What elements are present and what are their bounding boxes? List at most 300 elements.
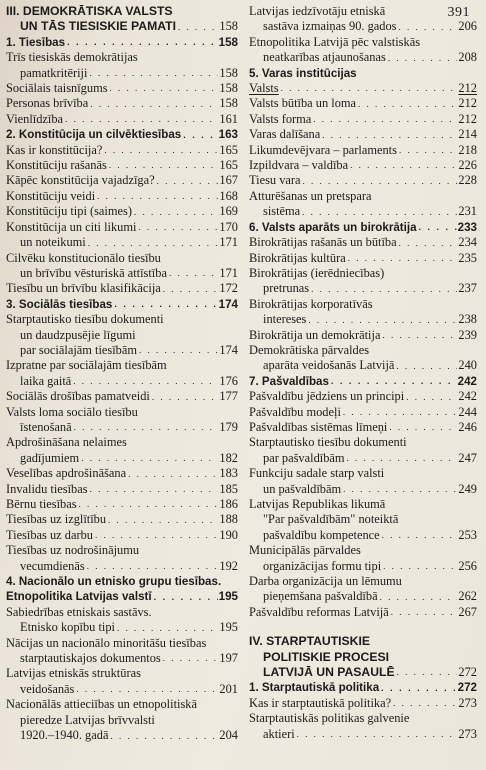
toc-entry-title: Izpildvara – valdība bbox=[249, 158, 349, 173]
toc-entry-page: 168 bbox=[219, 188, 238, 203]
toc-entry-page: 158 bbox=[219, 65, 238, 80]
toc-entry-title: Sabiedrības etniskais sastāvs. bbox=[6, 604, 152, 619]
toc-entry-page: 212 bbox=[458, 111, 477, 126]
dot-leader bbox=[108, 516, 218, 525]
toc-entry bbox=[249, 143, 477, 158]
toc-entry-title: Atturēšanas un pretspara bbox=[249, 188, 372, 203]
toc-entry-page: 176 bbox=[219, 373, 238, 388]
dot-leader bbox=[331, 377, 457, 386]
toc-entry bbox=[249, 574, 477, 589]
toc-entry bbox=[249, 543, 477, 558]
toc-entry-title: Trīs tiesiskās demokrātijas bbox=[6, 50, 138, 65]
toc-entry-title: Latvijas etniskās struktūras bbox=[6, 666, 141, 681]
toc-entry-page: 174 bbox=[219, 342, 238, 357]
toc-entry-title: veidošanās bbox=[20, 681, 75, 696]
toc-entry bbox=[6, 328, 238, 343]
toc-entry-page: 201 bbox=[219, 681, 238, 696]
toc-entry-page: 163 bbox=[218, 128, 238, 142]
toc-entry-title: vecumdienās bbox=[20, 558, 85, 573]
toc-entry-page: 204 bbox=[219, 728, 238, 743]
toc-entry-title: Tiesības uz izglītību bbox=[6, 512, 107, 527]
toc-entry bbox=[6, 358, 238, 373]
toc-entry bbox=[249, 266, 477, 281]
part4-title-line1: IV. STARPTAUTISKIE bbox=[249, 634, 370, 649]
dot-leader bbox=[163, 285, 219, 294]
toc-entry-page: 242 bbox=[458, 389, 477, 404]
toc-entry bbox=[249, 389, 477, 404]
toc-entry bbox=[249, 50, 477, 65]
toc-entry-page: 240 bbox=[458, 358, 477, 373]
toc-entry bbox=[6, 266, 238, 281]
toc-entry-page: 214 bbox=[458, 127, 477, 142]
dot-leader bbox=[347, 454, 458, 463]
toc-entry bbox=[6, 220, 238, 235]
toc-entry-page: 262 bbox=[458, 589, 477, 604]
toc-entry bbox=[249, 559, 477, 574]
toc-entry bbox=[249, 312, 477, 327]
toc-entry-title: pretrunas bbox=[263, 281, 310, 296]
toc-entry-title: Birokrātija un demokrātija bbox=[249, 327, 381, 342]
toc-entry-page: 195 bbox=[218, 590, 238, 604]
toc-entry bbox=[6, 66, 238, 81]
toc-entry bbox=[6, 559, 238, 574]
toc-entry bbox=[6, 605, 238, 620]
toc-entry bbox=[249, 173, 477, 188]
toc-entry-title: Etnopolitika Latvijā pēc valstiskās bbox=[249, 34, 421, 49]
toc-entry-page: 161 bbox=[219, 111, 238, 126]
toc-entry-page: 177 bbox=[219, 389, 238, 404]
toc-entry-title: Funkciju sadale starp valsti bbox=[249, 466, 385, 481]
dot-leader bbox=[88, 239, 219, 248]
toc-entry-title: 4. Nacionālo un etnisko grupu tiesības. bbox=[6, 575, 222, 589]
toc-entry-title: Likumdevējvara – parlaments bbox=[249, 142, 397, 157]
dot-leader bbox=[73, 377, 218, 386]
toc-entry-title: 1. Starptautiskā politika bbox=[249, 681, 380, 695]
toc-entry bbox=[6, 343, 238, 358]
dot-leader bbox=[109, 161, 219, 170]
toc-entry bbox=[249, 358, 477, 373]
toc-entry bbox=[249, 343, 477, 358]
toc-entry-page: 272 bbox=[457, 681, 477, 695]
toc-entry-title: "Par pašvaldībām" noteiktā bbox=[263, 512, 399, 527]
toc-entry bbox=[249, 204, 477, 219]
toc-entry bbox=[249, 512, 477, 527]
toc-entry bbox=[249, 589, 477, 604]
toc-entry-page: 247 bbox=[458, 450, 477, 465]
dot-leader bbox=[383, 562, 457, 571]
toc-entry-title: Personas brīvība bbox=[6, 96, 89, 111]
toc-entry bbox=[249, 466, 477, 481]
toc-entry bbox=[6, 235, 238, 250]
toc-entry-title: Birokrātijas kultūra bbox=[249, 250, 346, 265]
toc-entry bbox=[6, 127, 238, 142]
toc-entry-page: 158 bbox=[218, 35, 238, 49]
toc-entry-title: 1. Tiesības bbox=[6, 35, 66, 49]
toc-entry-title: Cilvēku konstitucionālo tiesību bbox=[6, 250, 161, 265]
toc-entry-title: Sociālais taisnīgums bbox=[6, 81, 108, 96]
dot-leader bbox=[110, 732, 218, 741]
toc-entry bbox=[6, 204, 238, 219]
toc-entry-page: 171 bbox=[219, 235, 238, 250]
dot-leader bbox=[97, 192, 218, 201]
dot-leader bbox=[406, 393, 457, 402]
toc-entry bbox=[6, 497, 238, 512]
dot-leader bbox=[388, 54, 458, 63]
dot-leader bbox=[382, 531, 458, 540]
toc-entry-title: pieņemšana pašvaldībā bbox=[263, 589, 378, 604]
toc-entry bbox=[249, 528, 477, 543]
dot-leader bbox=[302, 208, 457, 217]
toc-entry-title: 2. Konstitūcija un cilvēktiesības bbox=[6, 128, 182, 142]
dot-leader bbox=[79, 500, 219, 509]
toc-entry bbox=[249, 220, 477, 235]
toc-entry-title: Birokrātijas korporatīvās bbox=[249, 296, 373, 311]
toc-entry-page: 253 bbox=[458, 527, 477, 542]
toc-entry-title: Latvijas Republikas likumā bbox=[249, 497, 386, 511]
dot-leader bbox=[399, 146, 457, 155]
toc-entry-page: 183 bbox=[219, 466, 238, 481]
toc-entry-title: Demokrātiska pārvaldes bbox=[249, 342, 370, 357]
toc-entry-title: Konstitūciju veidi bbox=[6, 188, 96, 203]
dot-leader bbox=[65, 115, 218, 124]
toc-entry-title: Pašvaldību modeļi bbox=[249, 404, 341, 419]
toc-entry-title: Varas dalīšana bbox=[249, 127, 321, 142]
toc-entry bbox=[249, 4, 477, 19]
toc-entry-title: Kas ir starptautiskā politika? bbox=[249, 695, 392, 710]
toc-entry-page: 170 bbox=[219, 219, 238, 234]
toc-entry bbox=[6, 312, 238, 327]
dot-leader bbox=[90, 100, 218, 109]
toc-entry-page: 235 bbox=[458, 250, 477, 265]
toc-entry-title: Tiesu vara bbox=[249, 173, 301, 188]
toc-entry-page: 233 bbox=[457, 220, 477, 234]
dot-leader bbox=[139, 346, 218, 355]
dot-leader bbox=[313, 115, 457, 124]
toc-entry bbox=[6, 173, 238, 188]
toc-entry bbox=[249, 251, 477, 266]
toc-entry bbox=[249, 711, 477, 726]
toc-entry-page: 171 bbox=[219, 265, 238, 280]
toc-entry bbox=[6, 466, 238, 481]
dot-leader bbox=[89, 69, 218, 78]
toc-entry-page: 182 bbox=[219, 450, 238, 465]
toc-entry-title: Pašvaldību reformas Latvijā bbox=[249, 604, 389, 619]
dot-leader bbox=[350, 161, 457, 170]
toc-entry bbox=[249, 189, 477, 204]
toc-entry bbox=[6, 35, 238, 50]
dot-leader bbox=[380, 593, 458, 602]
toc-entry-title: aparāta veidošanās Latvijā bbox=[263, 358, 395, 373]
dot-leader bbox=[297, 730, 458, 739]
toc-entry-page: 218 bbox=[458, 142, 477, 157]
toc-entry bbox=[249, 497, 477, 512]
toc-entry-title: gadījumiem bbox=[20, 450, 80, 465]
toc-entry-title: Tiesības uz nodrošinājumu bbox=[6, 543, 140, 558]
toc-entry-title: Starptautisko tiesību dokumenti bbox=[6, 312, 164, 327]
dot-leader bbox=[343, 485, 457, 494]
dot-leader bbox=[382, 331, 457, 340]
part4-entry-list bbox=[249, 680, 477, 742]
toc-entry-title: Veselības apdrošināšana bbox=[6, 466, 127, 481]
toc-entry bbox=[6, 96, 238, 111]
toc-entry-title: pieredze Latvijas brīvvalsti bbox=[20, 712, 155, 727]
toc-entry-title: Izpratne par sociālajām tiesībām bbox=[6, 358, 167, 373]
toc-entry bbox=[6, 528, 238, 543]
toc-entry bbox=[249, 451, 477, 466]
dot-leader bbox=[90, 485, 219, 494]
toc-entry-page: 234 bbox=[458, 235, 477, 250]
toc-entry bbox=[6, 158, 238, 173]
dot-leader bbox=[128, 470, 218, 479]
toc-entry-title: Valsts loma sociālo tiesību bbox=[6, 404, 138, 419]
toc-entry-title: par sociālajām tiesībām bbox=[20, 342, 137, 357]
toc-entry-title: Latvijas iedzīvotāju etniskā bbox=[249, 4, 386, 18]
toc-entry bbox=[249, 482, 477, 497]
toc-entry bbox=[6, 713, 238, 728]
toc-entry-title: 3. Sociālās tiesības bbox=[6, 297, 113, 311]
toc-entry-page: 212 bbox=[458, 81, 477, 96]
toc-entry bbox=[6, 451, 238, 466]
toc-entry bbox=[6, 512, 238, 527]
toc-entry bbox=[249, 374, 477, 389]
toc-entry bbox=[249, 605, 477, 620]
dot-leader bbox=[169, 269, 218, 278]
toc-entry-page: 172 bbox=[219, 281, 238, 296]
toc-entry bbox=[6, 405, 238, 420]
toc-entry-page: 267 bbox=[458, 604, 477, 619]
toc-entry-title: intereses bbox=[263, 312, 307, 327]
dot-leader bbox=[396, 362, 457, 371]
dot-leader bbox=[178, 23, 218, 32]
toc-entry-page: 185 bbox=[219, 481, 238, 496]
toc-entry bbox=[6, 636, 238, 651]
toc-entry-title: aktieri bbox=[263, 726, 295, 741]
toc-entry bbox=[249, 127, 477, 142]
toc-entry-title: Tiesību un brīvību klasifikācija bbox=[6, 281, 161, 296]
dot-leader bbox=[393, 699, 457, 708]
dot-leader bbox=[343, 408, 458, 417]
toc-entry-title: Pašvaldību jēdziens un principi bbox=[249, 389, 405, 404]
dot-leader bbox=[308, 316, 457, 325]
dot-leader bbox=[152, 393, 219, 402]
toc-entry bbox=[249, 405, 477, 420]
toc-entry bbox=[249, 81, 477, 96]
dot-leader bbox=[399, 239, 458, 248]
toc-entry-page: 212 bbox=[458, 96, 477, 111]
toc-entry bbox=[6, 297, 238, 312]
dot-leader bbox=[95, 531, 218, 540]
toc-entry-page: 273 bbox=[458, 695, 477, 710]
dot-leader bbox=[311, 285, 457, 294]
toc-entry-title: starptautiskajos dokumentos bbox=[20, 651, 161, 666]
toc-entry-page: 188 bbox=[219, 512, 238, 527]
toc-entry bbox=[6, 666, 238, 681]
toc-entry bbox=[6, 697, 238, 712]
toc-entry-title: Konstitūciju tipi (saimes) bbox=[6, 204, 132, 219]
toc-entry bbox=[6, 651, 238, 666]
toc-entry bbox=[249, 328, 477, 343]
dot-leader bbox=[157, 177, 219, 186]
toc-entry-page: 228 bbox=[458, 173, 477, 188]
toc-entry-page: 239 bbox=[458, 327, 477, 342]
toc-entry-page: 244 bbox=[458, 404, 477, 419]
toc-entry-page: 231 bbox=[458, 204, 477, 219]
part-title-line2: UN TĀS TIESISKIE PAMATI bbox=[20, 19, 176, 34]
toc-entry-title: Valsts forma bbox=[249, 111, 312, 126]
toc-entry-page: 165 bbox=[219, 142, 238, 157]
toc-entry bbox=[249, 112, 477, 127]
dot-leader bbox=[138, 223, 218, 232]
dot-leader bbox=[134, 208, 218, 217]
toc-entry-title: Municipālās pārvaldes bbox=[249, 543, 361, 558]
toc-entry-page: 237 bbox=[458, 281, 477, 296]
toc-entry-title: Tiesības uz darbu bbox=[6, 527, 93, 542]
toc-entry bbox=[249, 727, 477, 742]
toc-entry-title: Sociālās drošības pamatveidi bbox=[6, 389, 150, 404]
dot-leader bbox=[391, 608, 458, 617]
toc-entry-title: un brīvību vēsturiskā attīstība bbox=[20, 265, 167, 280]
toc-entry bbox=[249, 158, 477, 173]
dot-leader bbox=[104, 146, 218, 155]
toc-entry-page: 165 bbox=[219, 158, 238, 173]
toc-entry-page: 192 bbox=[219, 558, 238, 573]
toc-entry-title: 7. Pašvaldības bbox=[249, 374, 329, 388]
toc-entry-title: Vienlīdzība bbox=[6, 111, 64, 126]
toc-entry-title: Nacionālās attieciības un etnopolitiskā bbox=[6, 697, 197, 712]
dot-leader bbox=[348, 254, 458, 263]
toc-entry bbox=[6, 420, 238, 435]
toc-entry bbox=[6, 589, 238, 604]
toc-entry bbox=[6, 574, 238, 589]
dot-leader bbox=[399, 23, 458, 32]
toc-entry bbox=[249, 420, 477, 435]
toc-entry bbox=[249, 435, 477, 450]
toc-entry bbox=[6, 543, 238, 558]
left-entry-list bbox=[6, 35, 238, 744]
toc-entry bbox=[249, 297, 477, 312]
toc-entry-title: pamatkritēriji bbox=[20, 65, 88, 80]
dot-leader bbox=[397, 668, 458, 677]
toc-entry-title: laika gaitā bbox=[20, 373, 72, 388]
dot-leader bbox=[87, 562, 219, 571]
toc-entry-title: Pašvaldības sistēmas līmeņi bbox=[249, 419, 388, 434]
toc-entry bbox=[6, 189, 238, 204]
right-column bbox=[249, 4, 477, 742]
dot-leader bbox=[419, 223, 457, 232]
toc-entry bbox=[249, 35, 477, 50]
toc-entry-page: 167 bbox=[219, 173, 238, 188]
toc-entry-title: Starptautiskās politikas galvenie bbox=[249, 711, 410, 726]
toc-entry bbox=[6, 374, 238, 389]
dot-leader bbox=[358, 100, 457, 109]
toc-entry-page: 206 bbox=[458, 19, 477, 34]
toc-entry bbox=[249, 696, 477, 711]
right-entry-list bbox=[249, 4, 477, 620]
toc-entry-page: 242 bbox=[457, 374, 477, 388]
toc-entry bbox=[6, 389, 238, 404]
toc-entry-title: pašvaldību kompetence bbox=[263, 527, 380, 542]
toc-entry-title: Darba organizācija un lēmumu bbox=[249, 574, 402, 589]
page-number: 391 bbox=[447, 5, 470, 20]
toc-entry-title: un pašvaldībām bbox=[263, 481, 342, 496]
toc-entry-title: 1920.–1940. gadā bbox=[20, 728, 109, 743]
part4-title-line3: LATVIJĀ UN PASAULĒ bbox=[263, 665, 395, 680]
toc-entry-title: Kāpēc konstitūcija vajadzīga? bbox=[6, 173, 155, 188]
toc-entry-title: 5. Varas institūcijas bbox=[249, 66, 357, 80]
part4-heading bbox=[249, 634, 477, 680]
dot-leader bbox=[322, 131, 457, 140]
toc-entry-page: 169 bbox=[219, 204, 238, 219]
part4-page: 272 bbox=[458, 665, 477, 680]
dot-leader bbox=[163, 654, 219, 663]
toc-entry-page: 249 bbox=[458, 481, 477, 496]
toc-entry-title: par pašvaldībām bbox=[263, 450, 345, 465]
dot-leader bbox=[381, 684, 457, 693]
toc-entry-title: Birokrātijas rašanās un būtība bbox=[249, 235, 397, 250]
toc-entry bbox=[6, 251, 238, 266]
toc-entry bbox=[6, 482, 238, 497]
toc-entry bbox=[249, 66, 477, 81]
toc-entry bbox=[6, 50, 238, 65]
toc-entry-title: neatkarības atjaunošanas bbox=[263, 50, 386, 65]
toc-entry bbox=[249, 680, 477, 695]
toc-entry-title: Kas ir konstitūcija? bbox=[6, 142, 103, 157]
toc-entry-page: 238 bbox=[458, 312, 477, 327]
toc-entry-page: 190 bbox=[219, 527, 238, 542]
dot-leader bbox=[74, 423, 219, 432]
toc-entry-title: Konstitūcija un citi likumi bbox=[6, 219, 137, 234]
toc-entry-title: Etnopolitika Latvijas valstī bbox=[6, 590, 152, 604]
toc-entry-title: 6. Valsts aparāts un birokrātija bbox=[249, 220, 417, 234]
dot-leader bbox=[81, 454, 218, 463]
toc-entry bbox=[6, 281, 238, 296]
toc-entry bbox=[249, 19, 477, 34]
toc-entry bbox=[6, 682, 238, 697]
left-column bbox=[6, 4, 238, 744]
part-title-line1: III. DEMOKRĀTISKA VALSTS bbox=[6, 4, 173, 18]
toc-entry-title: Bērnu tiesības bbox=[6, 497, 77, 511]
toc-entry bbox=[249, 235, 477, 250]
toc-entry bbox=[6, 81, 238, 96]
toc-entry-page: 256 bbox=[458, 558, 477, 573]
dot-leader bbox=[389, 423, 457, 432]
toc-entry-title: Apdrošināšana nelaimes bbox=[6, 435, 127, 450]
toc-entry-page: 174 bbox=[218, 297, 238, 311]
part-page: 158 bbox=[219, 19, 238, 34]
toc-entry-page: 179 bbox=[219, 419, 238, 434]
toc-entry-title: Etnisko kopību tipi bbox=[20, 620, 115, 635]
toc-entry bbox=[6, 435, 238, 450]
toc-entry-page: 186 bbox=[219, 497, 238, 511]
part-heading bbox=[6, 4, 238, 35]
toc-entry-page: 197 bbox=[219, 651, 238, 666]
toc-entry-title: sistēma bbox=[263, 204, 301, 219]
toc-entry-title: sastāva izmaiņas 90. gados bbox=[263, 19, 397, 34]
toc-entry-page: 226 bbox=[458, 158, 477, 173]
dot-leader bbox=[110, 84, 219, 93]
dot-leader bbox=[303, 177, 458, 186]
toc-entry bbox=[6, 620, 238, 635]
dot-leader bbox=[183, 131, 217, 140]
toc-entry-page: 273 bbox=[458, 726, 477, 741]
toc-entry bbox=[6, 143, 238, 158]
dot-leader bbox=[114, 300, 217, 309]
toc-entry-title: Birokrātijas (ierēdniecības) bbox=[249, 265, 385, 280]
toc-entry-page: 158 bbox=[219, 81, 238, 96]
dot-leader bbox=[117, 624, 218, 633]
toc-entry-title: Konstitūciju rašanās bbox=[6, 158, 107, 173]
toc-entry-title: un daudzpusējie līgumi bbox=[20, 327, 136, 342]
